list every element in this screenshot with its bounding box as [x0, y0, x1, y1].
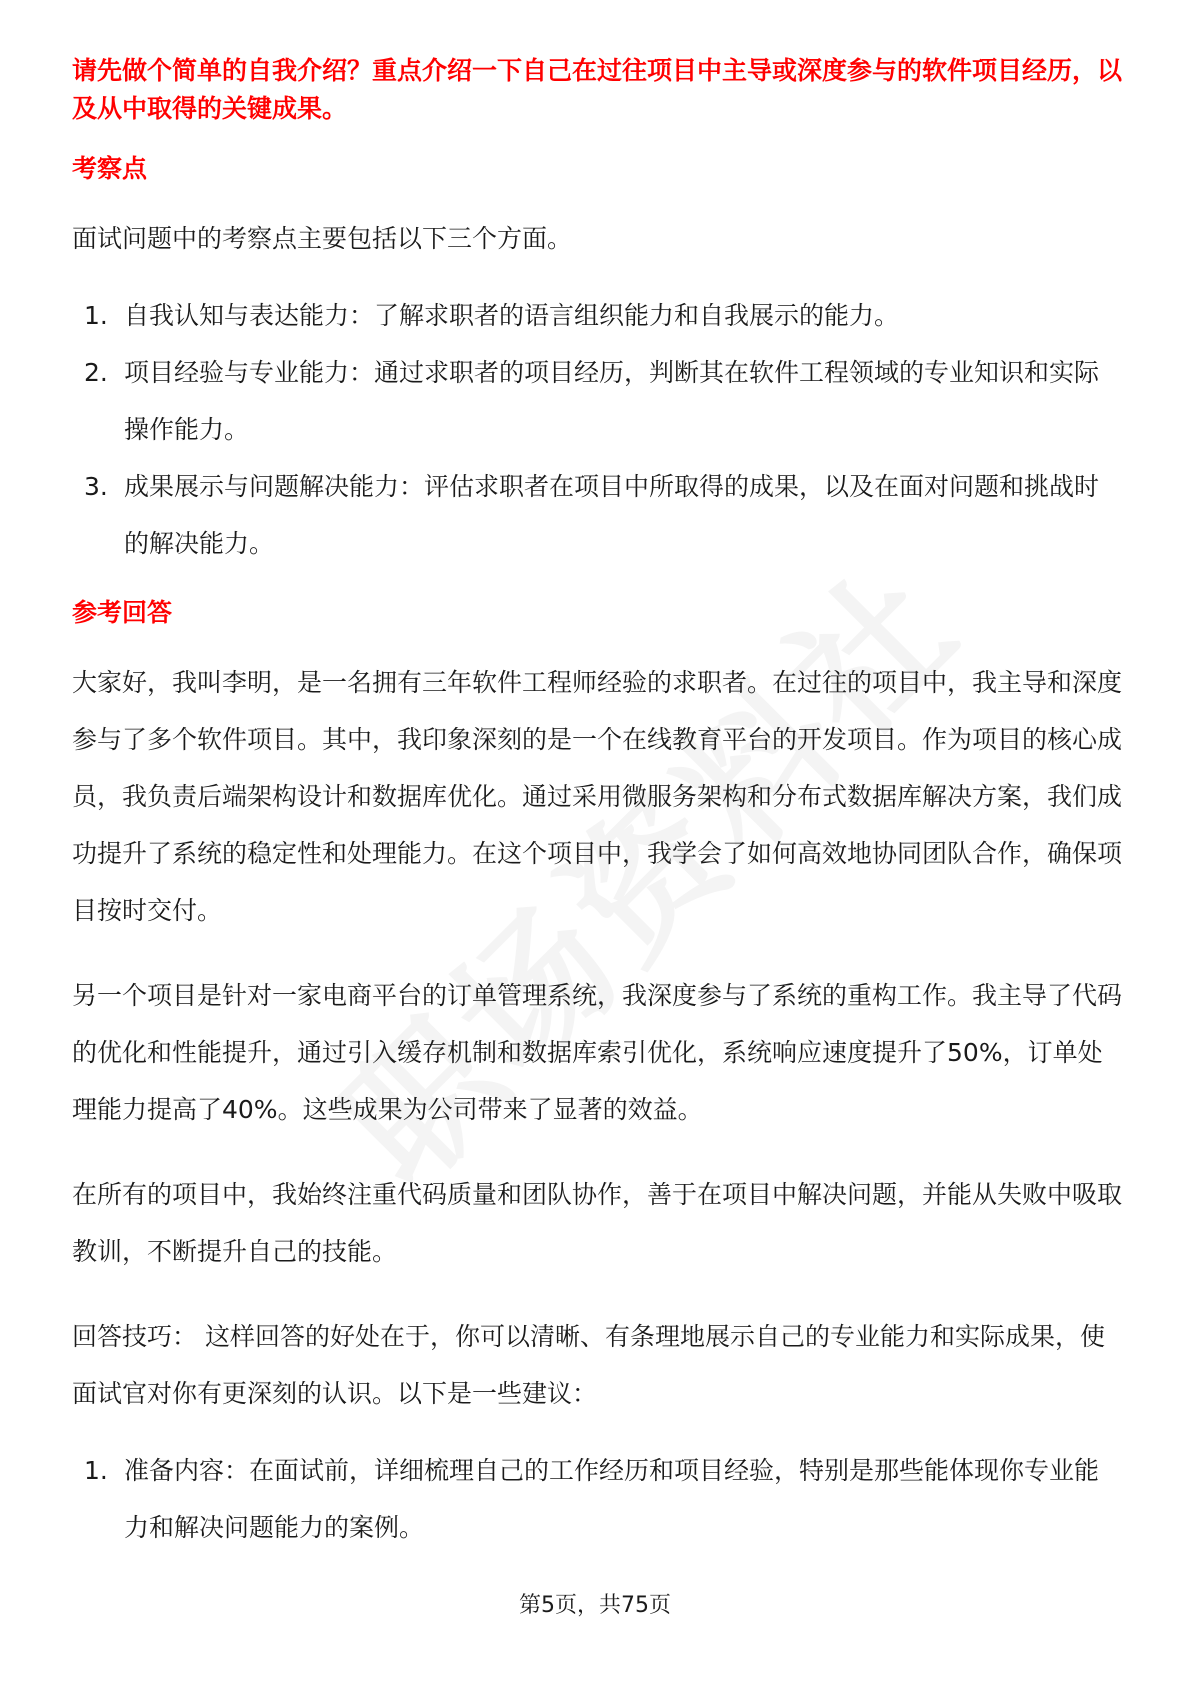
question-heading: 请先做个简单的自我介绍？重点介绍一下自己在过往项目中主导或深度参与的软件项目经历，以及从中取得的关键成果。 — [72, 56, 1123, 123]
list-item — [72, 1442, 1122, 1556]
list-item-number: 2. — [84, 358, 108, 387]
exam-points-list — [72, 287, 1122, 572]
page-number-footer: 第5页，共75页 — [519, 1593, 671, 1618]
page-content — [72, 52, 1122, 1556]
list-item-text: 成果展示与问题解决能力：评估求职者在项目中所取得的成果，以及在面对问题和挑战时的解决能力。 — [124, 472, 1100, 558]
list-item-number: 1. — [84, 301, 108, 330]
list-item — [72, 344, 1122, 458]
list-item — [72, 458, 1122, 572]
list-item-number: 1. — [84, 1456, 108, 1485]
exam-points-title: 考察点 — [72, 154, 148, 183]
list-item-number: 3. — [84, 472, 108, 501]
answer-tips-paragraph: 回答技巧： 这样回答的好处在于，你可以清晰、有条理地展示自己的专业能力和实际成果，使面试官对你有更深刻的认识。以下是一些建议： — [72, 1322, 1105, 1408]
answer-paragraph: 在所有的项目中，我始终注重代码质量和团队协作，善于在项目中解决问题，并能从失败中吸取教训，不断提升自己的技能。 — [72, 1180, 1123, 1266]
list-item-text: 项目经验与专业能力：通过求职者的项目经历，判断其在软件工程领域的专业知识和实际操作能力。 — [124, 358, 1100, 444]
exam-points-intro: 面试问题中的考察点主要包括以下三个方面。 — [72, 224, 573, 253]
list-item-text: 自我认知与表达能力：了解求职者的语言组织能力和自我展示的能力。 — [124, 301, 900, 330]
list-item-text: 准备内容：在面试前，详细梳理自己的工作经历和项目经验，特别是那些能体现你专业能力和解决问题能力的案例。 — [124, 1456, 1100, 1542]
reference-answer-title: 参考回答 — [72, 598, 173, 627]
answer-paragraph: 大家好，我叫李明，是一名拥有三年软件工程师经验的求职者。在过往的项目中，我主导和深度参与了多个软件项目。其中，我印象深刻的是一个在线教育平台的开发项目。作为项目的核心成员，我负责后端架构设计和数据库优化。通过采用微服务架构和分布式数据库解决方案，我们成功提升了系统的稳定性和处理能力。在这个项目中，我学会了如何高效地协同团队合作，确保项目按时交付。 — [72, 668, 1123, 925]
answer-paragraph: 另一个项目是针对一家电商平台的订单管理系统，我深度参与了系统的重构工作。我主导了代码的优化和性能提升，通过引入缓存机制和数据库索引优化，系统响应速度提升了50%，订单处理能力提高了40%。这些成果为公司带来了显著的效益。 — [72, 981, 1123, 1124]
list-item — [72, 287, 1122, 344]
tips-list — [72, 1442, 1122, 1556]
